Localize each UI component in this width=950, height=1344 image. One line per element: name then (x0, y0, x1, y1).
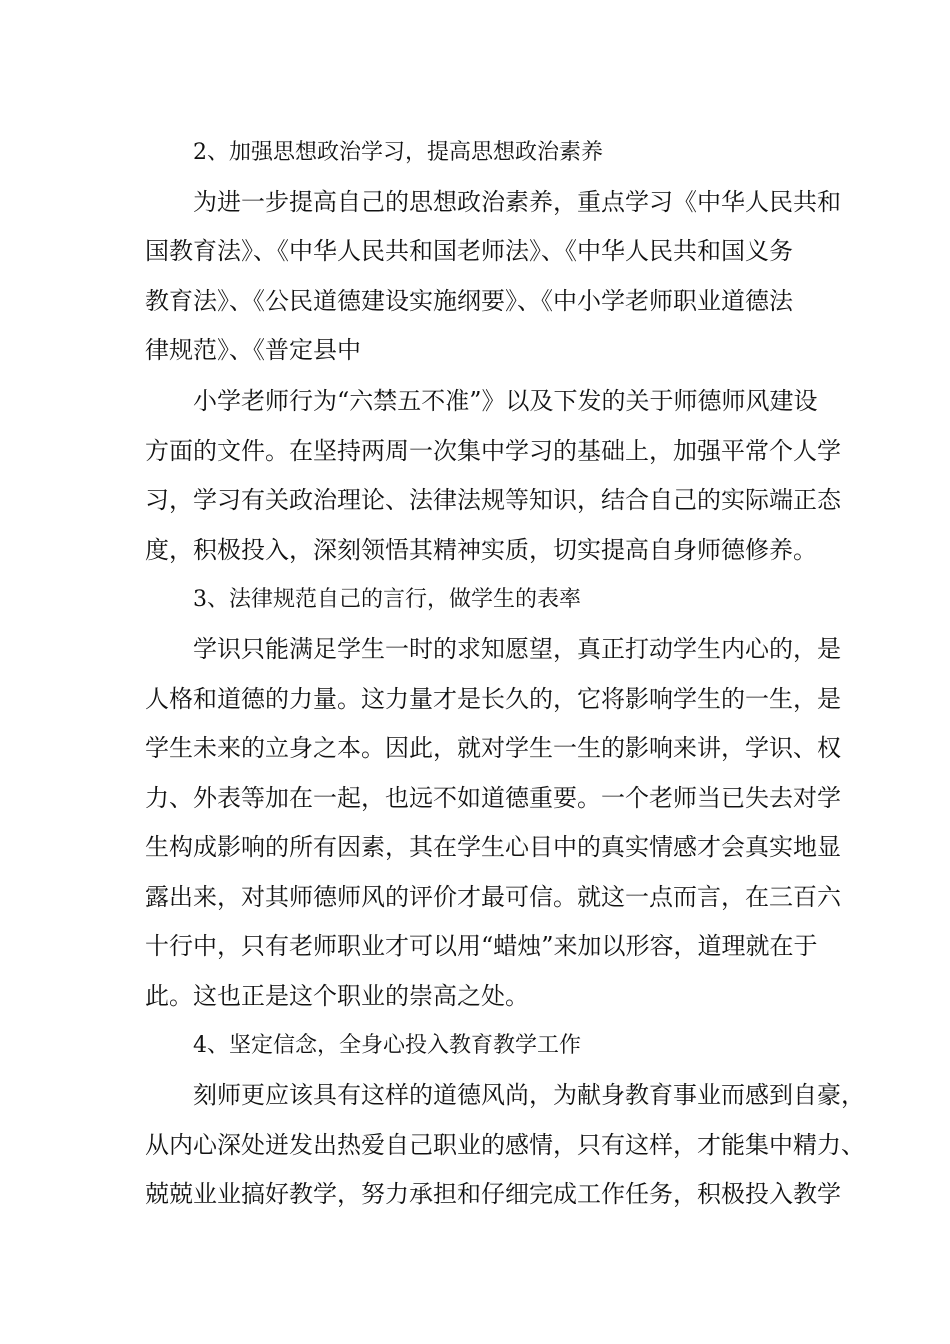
paragraph-line: 方面的文件。在坚持两周一次集中学习的基础上，加强平常个人学 (145, 437, 841, 465)
paragraph-line: 学识只能满足学生一时的求知愿望，真正打动学生内心的，是 (193, 635, 841, 663)
paragraph-line: 从内心深处迸发出热爱自己职业的感情，只有这样，才能集中精力、 (145, 1131, 865, 1159)
paragraph-line: 度，积极投入，深刻领悟其精神实质，切实提高自身师德修养。 (145, 536, 817, 564)
section-heading-3: 3、法律规范自己的言行，做学生的表率 (193, 587, 581, 612)
paragraph-line: 学生未来的立身之本。因此，就对学生一生的影响来讲，学识、权 (145, 734, 841, 762)
section-heading-4: 4、坚定信念，全身心投入教育教学工作 (193, 1033, 581, 1058)
paragraph-line: 此。这也正是这个职业的崇高之处。 (145, 982, 529, 1010)
paragraph-line: 教育法》、《公民道德建设实施纲要》、《中小学老师职业道德法 (145, 287, 793, 315)
paragraph-line: 律规范》、《普定县中 (145, 336, 361, 364)
paragraph-line: 小学老师行为“六禁五不准”》以及下发的关于师德师风建设 (193, 387, 818, 415)
paragraph-line: 生构成影响的所有因素，其在学生心目中的真实情感才会真实地显 (145, 833, 841, 861)
paragraph-line: 人格和道德的力量。这力量才是长久的，它将影响学生的一生，是 (145, 685, 841, 713)
paragraph-line: 国教育法》、《中华人民共和国老师法》、《中华人民共和国义务 (145, 237, 793, 265)
section-heading-2: 2、加强思想政治学习，提高思想政治素养 (193, 140, 603, 165)
paragraph-line: 为进一步提高自己的思想政治素养，重点学习《中华人民共和 (193, 188, 841, 216)
paragraph-line: 习，学习有关政治理论、法律法规等知识，结合自己的实际端正态 (145, 486, 841, 514)
paragraph-line: 力、外表等加在一起，也远不如道德重要。一个老师当已失去对学 (145, 784, 841, 812)
paragraph-line: 露出来，对其师德师风的评价才最可信。就这一点而言，在三百六 (145, 883, 841, 911)
paragraph-line: 十行中，只有老师职业才可以用“蜡烛”来加以形容，道理就在于 (145, 932, 818, 960)
paragraph-line: 刻师更应该具有这样的道德风尚，为献身教育事业而感到自豪， (193, 1081, 865, 1109)
paragraph-line: 兢兢业业搞好教学，努力承担和仔细完成工作任务，积极投入教学 (145, 1180, 841, 1208)
